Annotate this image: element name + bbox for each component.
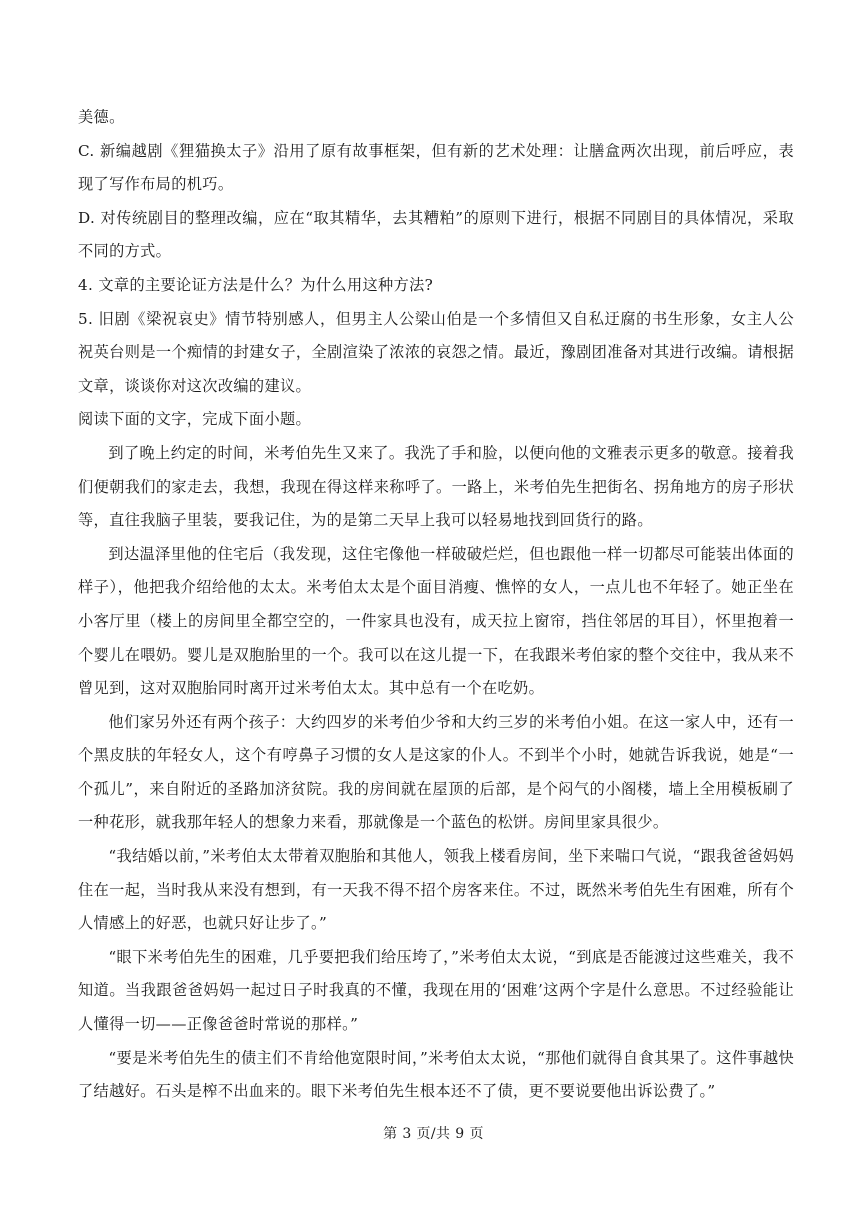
reading-instruction: 阅读下面的文字，完成下面小题。 (78, 410, 312, 429)
passage-paragraph: “眼下米考伯先生的困难，几乎要把我们给压垮了，”米考伯太太说，“到底是否能渡过这些难关，我不知道。当我跟爸爸妈妈一起过日子时我真的不懂，我现在用的‘困难’这两个字是什么意思。不过经验能让人懂得一切——正像爸爸时常说的那样。” (78, 947, 794, 1034)
question-4: 4. 文章的主要论证方法是什么？为什么用这种方法? (78, 275, 434, 294)
passage-paragraph: 他们家另外还有两个孩子：大约四岁的米考伯少爷和大约三岁的米考伯小姐。在这一家人中，还有一个黑皮肤的年轻女人，这个有哼鼻子习惯的女人是这家的仆人。不到半个小时，她就告诉我说，她是“一个孤儿”，来自附近的圣路加济贫院。我的房间就在屋顶的后部，是个闷气的小阁楼，墙上全用模板刷了一种花形，就我那年轻人的想象力来看，那就像是一个蓝色的松饼。房间里家具很少。 (78, 712, 794, 832)
option-d: D. 对传统剧目的整理改编，应在“取其精华，去其糟粕”的原则下进行，根据不同剧目的具体情况，采取不同的方式。 (78, 208, 794, 261)
passage-paragraph: 到了晚上约定的时间，米考伯先生又来了。我洗了手和脸，以便向他的文雅表示更多的敬意。接着我们便朝我们的家走去，我想，我现在得这样来称呼了。一路上，米考伯先生把街名、拐角地方的房子形状等，直往我脑子里装，要我记住，为的是第二天早上我可以轻易地找到回货行的路。 (78, 443, 794, 530)
passage-paragraph: “要是米考伯先生的债主们不肯给他宽限时间，”米考伯太太说，“那他们就得自食其果了。这件事越快了结越好。石头是榨不出血来的。眼下米考伯先生根本还不了债，更不要说要他出诉讼费了。” (78, 1048, 794, 1101)
option-c: C. 新编越剧《狸猫换太子》沿用了原有故事框架，但有新的艺术处理：让膳盒两次出现，前后呼应，表现了写作布局的机巧。 (78, 141, 794, 194)
question-5: 5. 旧剧《梁祝哀史》情节特别感人，但男主人公梁山伯是一个多情但又自私迂腐的书生形象，女主人公祝英台则是一个痴情的封建女子，全剧渲染了浓浓的哀怨之情。最近，豫剧团准备对其进行改编。请根据文章，谈谈你对这次改编的建议。 (78, 309, 794, 395)
page-number-footer: 第 3 页/共 9 页 (383, 1126, 484, 1142)
passage-paragraph: “我结婚以前，”米考伯太太带着双胞胎和其他人，领我上楼看房间，坐下来喘口气说，“跟我爸爸妈妈住在一起，当时我从来没有想到，有一天我不得不招个房客来住。不过，既然米考伯先生有困难，所有个人情感上的好恶，也就只好让步了。” (78, 847, 794, 933)
passage-paragraph: 到达温泽里他的住宅后（我发现，这住宅像他一样破破烂烂，但也跟他一样一切都尽可能装出体面的样子），他把我介绍给他的太太。米考伯太太是个面目消瘦、憔悴的女人，一点儿也不年轻了。她正坐在小客厅里（楼上的房间里全都空空的，一件家具也没有，成天拉上窗帘，挡住邻居的耳目），怀里抱着一个婴儿在喂奶。婴儿是双胞胎里的一个。我可以在这儿提一下，在我跟米考伯家的整个交往中，我从来不曾见到，这对双胞胎同时离开过米考伯太太。其中总有一个在吃奶。 (78, 544, 794, 698)
page-content (78, 101, 794, 1109)
option-b-tail: 美德。 (78, 108, 125, 126)
